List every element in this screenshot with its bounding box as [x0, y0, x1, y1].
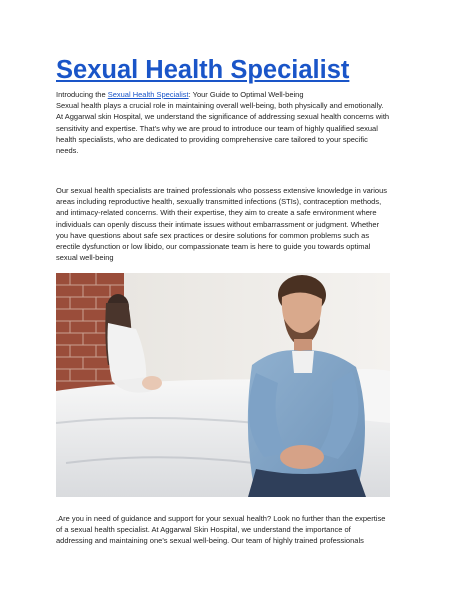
paragraph-line: sexual well-being [56, 253, 114, 263]
intro-paragraph [56, 89, 421, 156]
couple-bedroom-photo [56, 273, 390, 497]
intro-line: At Aggarwal skin Hospital, we understand the significance of addressing sexual health concerns with [56, 112, 390, 122]
intro-prefix: Introducing the [56, 90, 108, 99]
paragraph-line: .Are you in need of guidance and support for your sexual health? Look no further than the expertise [56, 514, 386, 523]
intro-heading-line [56, 89, 421, 100]
specialists-paragraph [56, 185, 421, 263]
guidance-paragraph [56, 513, 421, 547]
paragraph-line: individuals can openly discuss their intimate issues without embarrassment or judgment. Whether [56, 219, 380, 229]
intro-line: Sexual health plays a crucial role in maintaining overall well-being, both physically and emotionally. [56, 101, 384, 111]
specialist-link[interactable]: Sexual Health Specialist [107, 90, 189, 99]
paragraph-line: of a sexual health specialist. At Aggarwal Skin Hospital, we understand the importance of [56, 525, 351, 535]
intro-line: sensitivity and expertise. That's why we are proud to introduce our team of highly qualified sexual [56, 123, 378, 133]
paragraph-line: areas including reproductive health, sexually transmitted infections (STIs), contraception methods, [56, 197, 382, 207]
intro-line: needs. [56, 146, 79, 156]
paragraph-line: and intimacy-related concerns. With their expertise, they aim to create a safe environment where [56, 208, 377, 218]
paragraph-line: addressing and maintaining one's sexual well-being. Our team of highly trained professionals [56, 536, 364, 546]
paragraph-line: you have questions about safe sex practices or desire solutions for common problems such as [56, 230, 370, 240]
intro-suffix: : Your Guide to Optimal Well-being [188, 90, 304, 99]
intro-line: health specialists, who are dedicated to providing comprehensive care tailored to your specific [56, 134, 368, 144]
page-title: Sexual Health Specialist [56, 56, 350, 84]
paragraph-line: erectile dysfunction or low libido, our compassionate team is here to guide you towards optimal [56, 242, 371, 252]
photo-illustration [56, 273, 390, 497]
paragraph-line: Our sexual health specialists are trained professionals who possess extensive knowledge in various [56, 186, 388, 195]
